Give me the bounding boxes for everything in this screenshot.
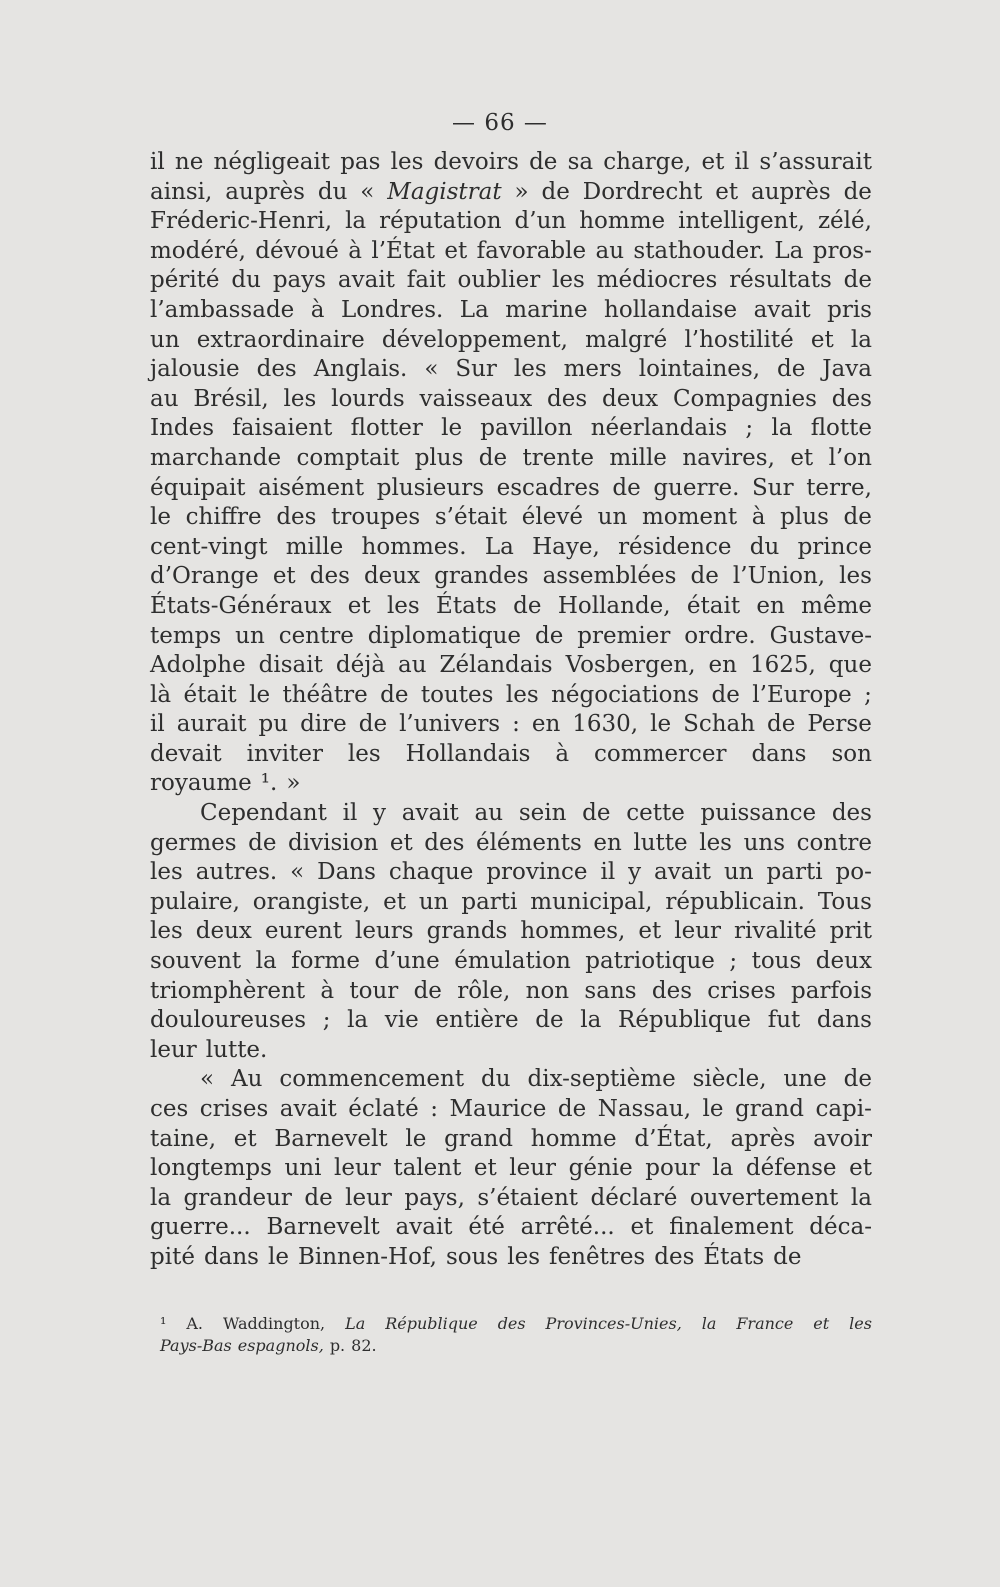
text-line: Indes faisaient flotter le pavillon néerlandais ; la flotte [150,415,872,442]
text-line: ainsi, auprès du « Magistrat » de Dordrecht et auprès de [150,178,872,205]
text-line: souvent la forme d’une émulation patriotique ; tous deux [150,948,872,975]
text-line: les autres. « Dans chaque province il y avait un parti po- [150,859,872,886]
text-line: leur lutte. [150,1036,268,1063]
text-line: devait inviter les Hollandais à commercer dans son [150,740,872,767]
text-line: là était le théâtre de toutes les négociations de l’Europe ; [150,681,872,708]
text-line: un extraordinaire développement, malgré l’hostilité et la [150,326,872,353]
text-line: cent-vingt mille hommes. La Haye, résidence du prince [150,533,872,560]
footnote-line: Pays-Bas espagnols, p. 82. [160,1336,377,1355]
text-line: ces crises avait éclaté : Maurice de Nassau, le grand capi- [150,1096,872,1122]
text-line: triomphèrent à tour de rôle, non sans des crises parfois [150,977,872,1004]
text-line: guerre... Barnevelt avait été arrêté... et finalement déca- [150,1214,872,1241]
page-number: — 66 — [452,110,548,136]
footnote-line: ¹ A. Waddington, La République des Provinces-Unies, la France et les [160,1314,872,1333]
text-line: Fréderic-Henri, la réputation d’un homme intelligent, zélé, [150,208,872,235]
footnote [160,1313,872,1357]
text-line: il aurait pu dire de l’univers : en 1630, le Schah de Perse [150,711,872,738]
text-line: pité dans le Binnen-Hof, sous les fenêtres des États de [150,1243,802,1270]
text-line: Cependant il y avait au sein de cette puissance des [200,800,872,827]
text-line: modéré, dévoué à l’État et favorable au stathouder. La pros- [150,237,872,264]
text-line: les deux eurent leurs grands hommes, et leur rivalité prit [150,918,872,945]
text-line: jalousie des Anglais. « Sur les mers lointaines, de Java [150,356,872,383]
text-line: taine, et Barnevelt le grand homme d’État, après avoir [150,1125,872,1152]
text-line: marchande comptait plus de trente mille navires, et l’on [150,444,872,471]
body-text [150,148,872,1273]
text-line: temps un centre diplomatique de premier ordre. Gustave- [150,622,872,649]
text-line: douloureuses ; la vie entière de la République fut dans [150,1007,872,1034]
text-line: il ne négligeait pas les devoirs de sa charge, et il s’assurait [150,149,872,175]
text-line: Adolphe disait déjà au Zélandais Vosbergen, en 1625, que [150,652,872,679]
text-line: d’Orange et des deux grandes assemblées de l’Union, les [150,563,872,590]
text-line: équipait aisément plusieurs escadres de guerre. Sur terre, [150,474,872,501]
text-line: au Brésil, les lourds vaisseaux des deux Compagnies des [150,385,872,412]
text-line: germes de division et des éléments en lutte les uns contre [150,829,872,856]
text-line: « Au commencement du dix-septième siècle, une de [200,1066,872,1093]
text-line: périté du pays avait fait oublier les médiocres résultats de [150,267,872,294]
text-line: États-Généraux et les États de Hollande, était en même [150,592,872,619]
text-line: pulaire, orangiste, et un parti municipal, républicain. Tous [150,888,872,915]
text-line: royaume ¹. » [150,770,301,797]
text-line: l’ambassade à Londres. La marine hollandaise avait pris [150,296,872,323]
text-line: le chiffre des troupes s’était élevé un moment à plus de [150,504,872,531]
text-line: longtemps uni leur talent et leur génie pour la défense et [150,1155,872,1182]
text-line: la grandeur de leur pays, s’étaient déclaré ouvertement la [150,1184,872,1211]
